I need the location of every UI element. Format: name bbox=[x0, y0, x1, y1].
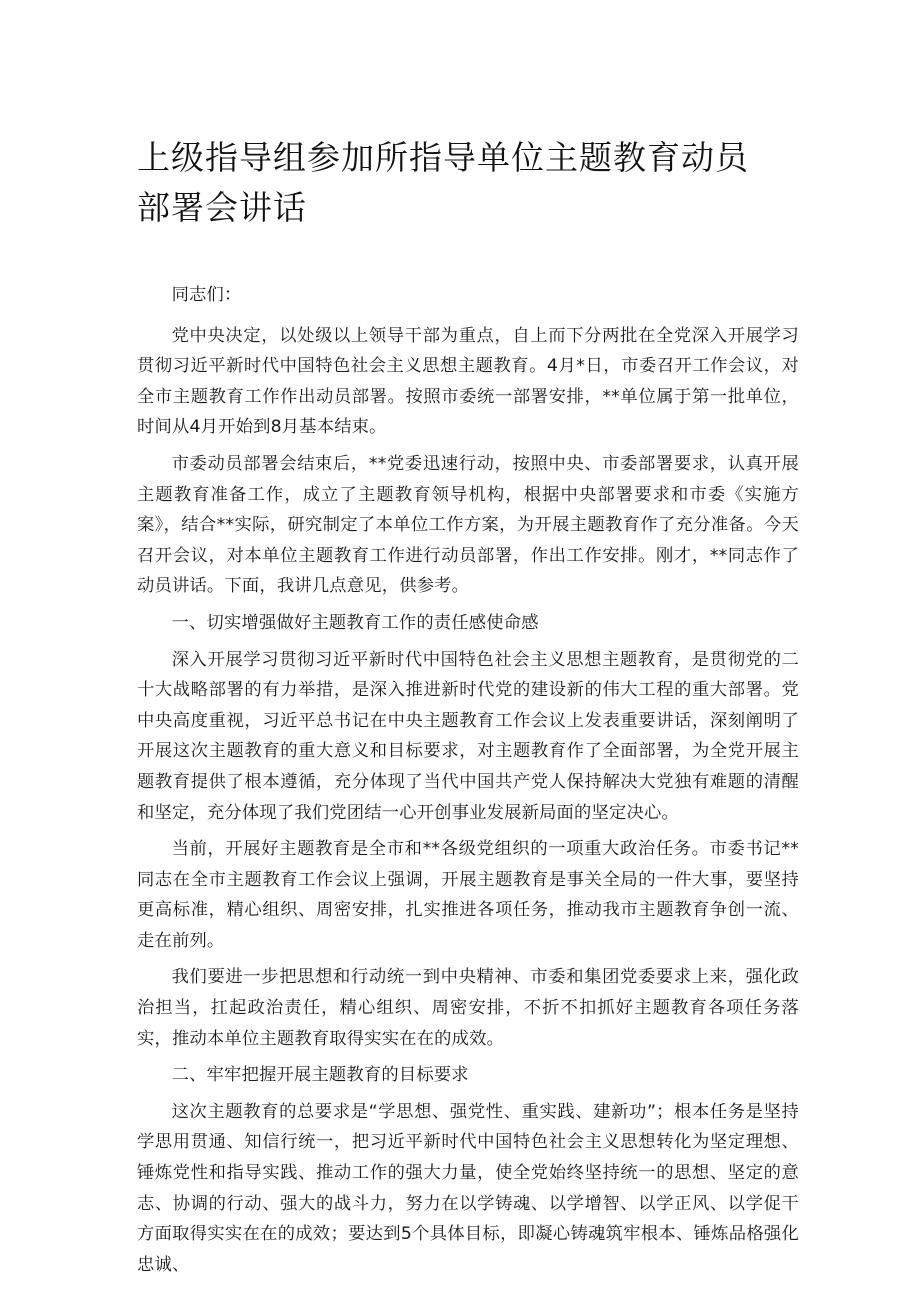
paragraph: 深入开展学习贯彻习近平新时代中国特色社会主义思想主题教育，是贯彻党的二十大战略部署的有力举措，是深入推进新时代党的建设新的伟大工程的重大部署。党中央高度重视，习近平总书记在中央主题教育工作会议上发表重要讲话，深刻阐明了开展这次主题教育的重大意义和目标要求，对主题教育作了全面部署，为全党开展主题教育提供了根本遵循，充分体现了当代中国共产党人保持解决大党独有难题的清醒和坚定，充分体现了我们党团结一心开创事业发展新局面的坚定决心。 bbox=[137, 649, 799, 823]
paragraph: 当前，开展好主题教育是全市和**各级党组织的一项重大政治任务。市委书记**同志在全市主题教育工作会议上强调，开展主题教育是事关全局的一件大事，要坚持更高标准，精心组织、周密安排，扎实推进各项任务，推动我市主题教育争创一流、走在前列。 bbox=[137, 839, 799, 951]
paragraph: 党中央决定，以处级以上领导干部为重点，自上而下分两批在全党深入开展学习贯彻习近平新时代中国特色社会主义思想主题教育。4月*日，市委召开工作会议，对全市主题教育工作作出动员部署。按照市委统一部署安排，**单位属于第一批单位，时间从4月开始到8月基本结束。 bbox=[137, 325, 799, 438]
paragraph: 市委动员部署会结束后，**党委迅速行动，按照中央、市委部署要求，认真开展主题教育准备工作，成立了主题教育领导机构，根据中央部署要求和市委《实施方案》，结合**实际，研究制定了本单位工作方案，为开展主题教育作了充分准备。今天召开会议，对本单位主题教育工作进行动员部署，作出工作安排。刚才，**同志作了动员讲话。下面，我讲几点意见，供参考。 bbox=[137, 453, 799, 597]
section-heading: 一、切实增强做好主题教育工作的责任感使命感 bbox=[171, 612, 539, 633]
section-heading: 二、牢牢把握开展主题教育的目标要求 bbox=[171, 1065, 469, 1086]
paragraph: 这次主题教育的总要求是“学思想、强党性、重实践、建新功”；根本任务是坚持学思用贯通、知信行统一，把习近平新时代中国特色社会主义思想转化为坚定理想、锤炼党性和指导实践、推动工作的强大力量，使全党始终坚持统一的思想、坚定的意志、协调的行动、强大的战斗力，努力在以学铸魂、以学增智、以学正风、以学促干方面取得实实在在的成效；要达到5个具体目标，即凝心铸魂筑牢根本、锤炼品格强化忠诚、 bbox=[137, 1101, 799, 1275]
document-title: 上级指导组参加所指导单位主题教育动员部署会讲话 bbox=[137, 138, 749, 227]
salutation: 同志们： bbox=[171, 285, 242, 305]
document-body bbox=[137, 280, 799, 1280]
paragraph: 我们要进一步把思想和行动统一到中央精神、市委和集团党委要求上来，强化政治担当，扛起政治责任，精心组织、周密安排，不折不扣抓好主题教育各项任务落实，推动本单位主题教育取得实实在在的成效。 bbox=[137, 967, 799, 1049]
